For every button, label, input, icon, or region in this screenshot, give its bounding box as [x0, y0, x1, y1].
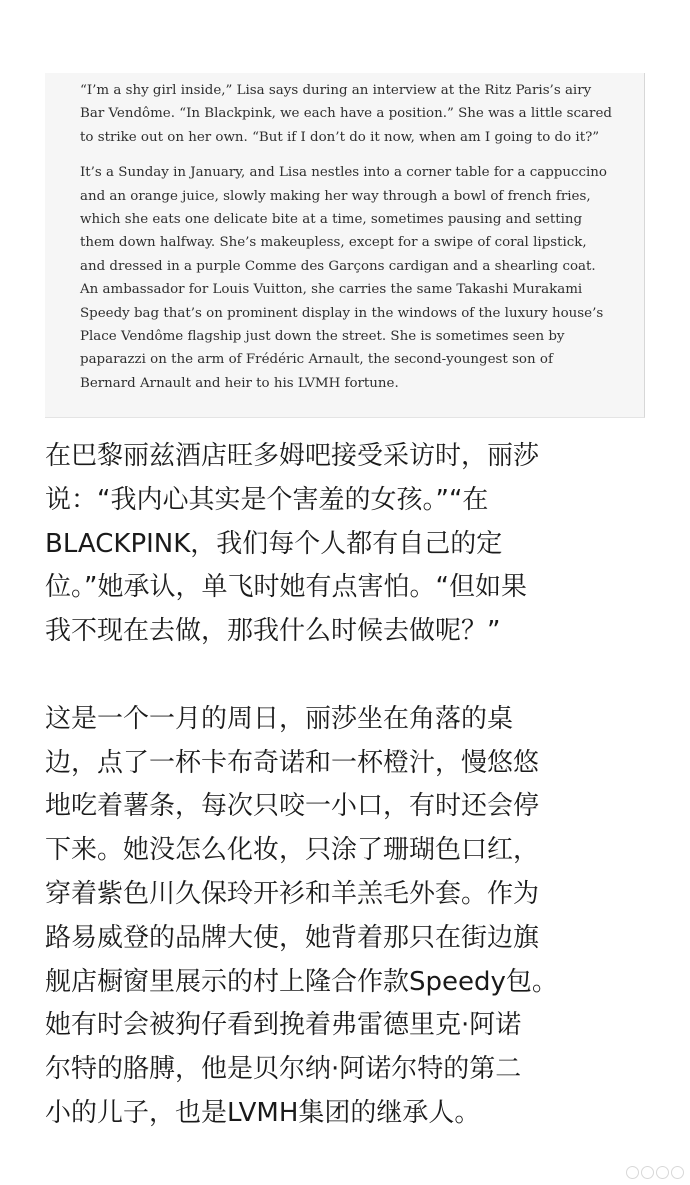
translation-line: 舰店橱窗里展示的村上隆合作款Speedy包。 [45, 966, 558, 997]
excerpt-line: Speedy bag that’s on prominent display in the windows of the luxury house’s [80, 305, 604, 321]
translation-paragraph-1 [45, 435, 685, 654]
watermark-dot [671, 1166, 684, 1179]
translation-paragraph-2 [45, 698, 685, 1136]
excerpt-line: them down halfway. She’s makeupless, except for a swipe of coral lipstick, [80, 235, 587, 251]
excerpt-line: which she eats one delicate bite at a time, sometimes pausing and setting [80, 212, 583, 228]
translation-line: 说：“我内心其实是个害羞的女孩。”“在 [45, 484, 489, 515]
excerpt-paragraph-2 [80, 161, 644, 395]
translation-line: 我不现在去做，那我什么时候去做呢？” [45, 616, 501, 647]
watermark-dots [626, 1166, 684, 1179]
translation-line: 小的儿子，也是LVMH集团的继承人。 [45, 1097, 481, 1128]
translation-line: 地吃着薯条，每次只咬一小口，有时还会停 [45, 791, 540, 822]
excerpt-line: and an orange juice, slowly making her way through a bowl of french fries, [80, 188, 591, 204]
excerpt-line: paparazzi on the arm of Frédéric Arnault, the second-youngest son of [80, 352, 553, 368]
watermark-dot [626, 1166, 639, 1179]
translation-line: 在巴黎丽兹酒店旺多姆吧接受采访时，丽莎 [45, 441, 540, 471]
article-excerpt-card [45, 73, 645, 418]
excerpt-line: “I’m a shy girl inside,” Lisa says during an interview at the Ritz Paris’s airy [80, 83, 592, 98]
translation-line: 她有时会被狗仔看到挽着弗雷德里克·阿诺 [45, 1010, 522, 1041]
watermark-dot [656, 1166, 669, 1179]
translation-line: 路易威登的品牌大使，她背着那只在街边旗 [45, 922, 540, 953]
chinese-translation [45, 435, 685, 1136]
excerpt-line: and dressed in a purple Comme des Garçons cardigan and a shearling coat. [80, 258, 596, 274]
excerpt-line: to strike out on her own. “But if I don’t do it now, when am I going to do it?” [80, 129, 600, 145]
excerpt-line: An ambassador for Louis Vuitton, she carries the same Takashi Murakami [80, 282, 583, 298]
translation-line: 下来。她没怎么化妆，只涂了珊瑚色口红， [45, 835, 540, 866]
watermark-dot [641, 1166, 654, 1179]
translation-line: 边，点了一杯卡布奇诺和一杯橙汁，慢悠悠 [45, 747, 540, 778]
translation-line: 尔特的胳膊，他是贝尔纳·阿诺尔特的第二 [45, 1054, 522, 1085]
translation-line: 穿着紫色川久保玲开衫和羊羔毛外套。作为 [45, 878, 540, 909]
excerpt-line: Bernard Arnault and heir to his LVMH fortune. [80, 375, 399, 391]
translation-line: BLACKPINK，我们每个人都有自己的定 [45, 528, 503, 559]
translation-line: 位。”她承认，单飞时她有点害怕。“但如果 [45, 572, 527, 603]
excerpt-line: It’s a Sunday in January, and Lisa nestles into a corner table for a cappuccino [80, 165, 607, 181]
translation-line: 这是一个一月的周日，丽莎坐在角落的桌 [45, 703, 514, 734]
excerpt-line: Bar Vendôme. “In Blackpink, we each have a position.” She was a little scared [80, 106, 612, 122]
excerpt-paragraph-1 [80, 79, 644, 149]
excerpt-line: Place Vendôme flagship just down the street. She is sometimes seen by [80, 329, 565, 345]
